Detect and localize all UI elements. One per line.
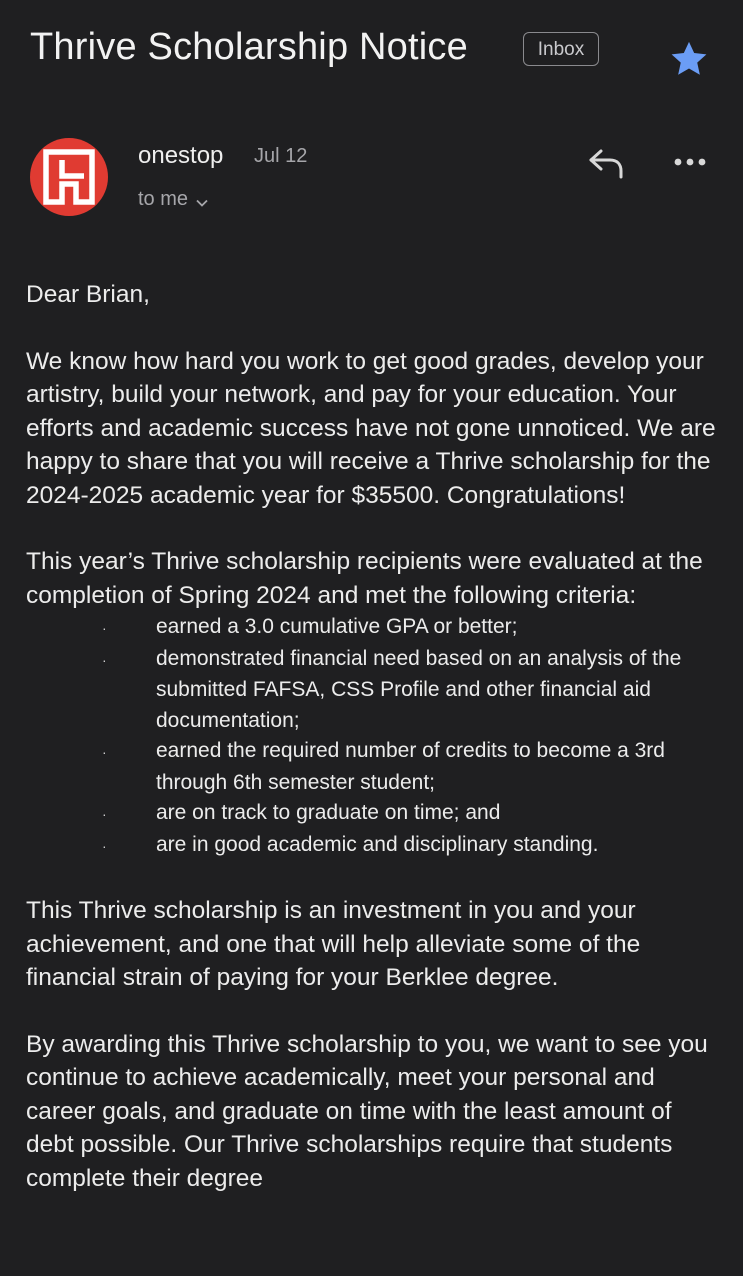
- body-paragraph-2: This year’s Thrive scholarship recipients were evaluated at the completion of Spring 2024 and met the following criteria:: [26, 548, 703, 609]
- criteria-text: demonstrated financial need based on an analysis of the submitted FAFSA, CSS Profile and other financial aid documentation;: [156, 646, 682, 732]
- star-icon[interactable]: [668, 38, 710, 80]
- sender-row: [30, 138, 720, 228]
- more-icon[interactable]: [670, 148, 710, 176]
- recipient-toggle[interactable]: [138, 188, 210, 211]
- criteria-text: earned the required number of credits to become a 3rd through 6th semester student;: [156, 739, 665, 794]
- sender-avatar[interactable]: [30, 138, 108, 216]
- criteria-text: are in good academic and disciplinary standing.: [156, 832, 599, 856]
- onestop-logo-icon: [30, 138, 108, 216]
- list-item: [102, 830, 726, 862]
- list-item: [102, 644, 726, 737]
- chevron-down-icon: [194, 193, 210, 207]
- bullet-icon: ·: [102, 837, 107, 854]
- email-header: [30, 22, 720, 82]
- criteria-text: are on track to graduate on time; and: [156, 801, 501, 824]
- body-paragraph-1: We know how hard you work to get good grades, develop your artistry, build your network, and pay for your education. Your efforts and academic success have not gone unnoticed. We are happy to share that you will receive a Thrive scholarship for the 2024-2025 academic year for $35500. Congratulations!: [26, 347, 716, 509]
- inbox-label-chip[interactable]: Inbox: [523, 32, 599, 66]
- body-paragraph-3: This Thrive scholarship is an investment in you and your achievement, and one that will help alleviate some of the financial strain of paying for your Berklee degree.: [26, 897, 641, 991]
- body-paragraph-4: By awarding this Thrive scholarship to you, we want to see you continue to achieve academically, meet your personal and career goals, and graduate on time with the least amount of debt possible. Our Thrive scholarships require that students complete their degree: [26, 1030, 708, 1192]
- list-item: [102, 798, 726, 830]
- criteria-text: earned a 3.0 cumulative GPA or better;: [156, 615, 518, 638]
- criteria-list: [26, 612, 726, 861]
- email-body: [26, 278, 726, 1228]
- greeting: Dear Brian,: [26, 281, 150, 308]
- sender-name: onestop: [138, 142, 224, 169]
- recipient-label: to me: [138, 188, 189, 210]
- bullet-icon: ·: [102, 620, 107, 636]
- bullet-icon: ·: [102, 651, 107, 668]
- bullet-icon: ·: [102, 744, 107, 760]
- email-subject: Thrive Scholarship Notice: [30, 26, 468, 68]
- reply-icon[interactable]: [586, 144, 626, 180]
- list-item: [102, 612, 726, 644]
- list-item: [102, 736, 726, 798]
- sender-date: Jul 12: [254, 145, 308, 167]
- bullet-icon: ·: [102, 806, 107, 822]
